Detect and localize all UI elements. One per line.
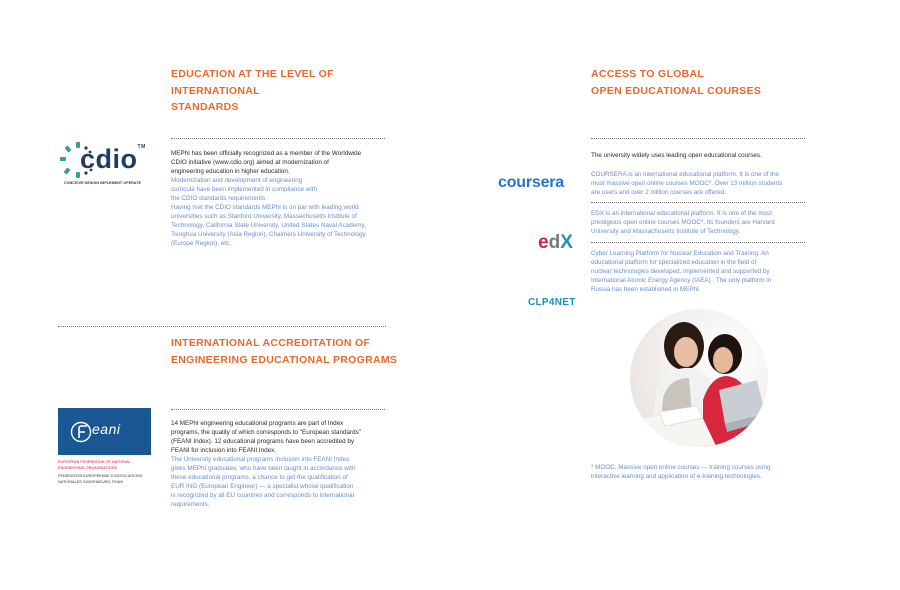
cdio-dark-text: MEPhI has been officially recognized as a member of the Worldwide CDIO initiative (www.cdio.org) aimed at modernization of engineering education in higher education. [171, 150, 362, 175]
feani-blue-text: The University educational programs inclusion into FEANI Index gives MEPhI graduates, who have been taught in accordance with these educational programs, a chance to get the qualification of EUR ING (European Engineer) — a specialist whose qualification is recognized by all EU countries and corresponds to international requirements. [171, 456, 356, 508]
feani-wordmark: eani [92, 421, 121, 437]
cdio-section-heading: EDUCATION AT THE LEVEL OF INTERNATIONAL STANDARDS [171, 68, 334, 113]
feani-section-heading: INTERNATIONAL ACCREDITATION OF ENGINEERING EDUCATIONAL PROGRAMS [171, 337, 398, 366]
cdio-tagline: CONCEIVE DESIGN IMPLEMENT OPERATE [64, 181, 142, 185]
edx-logo-e: e [538, 232, 549, 253]
mooc-section-heading: ACCESS TO GLOBAL OPEN EDUCATIONAL COURSES [591, 68, 762, 97]
edx-logo-x: X [560, 232, 573, 253]
mooc-footnote: * MOOC: Massive open online courses — training courses using interactive learning and application of e-training technologies. [591, 464, 771, 480]
divider [171, 138, 385, 139]
clp4net-logo: CLP4NET [528, 297, 576, 308]
edx-logo [538, 232, 573, 254]
cdio-logo [58, 138, 168, 190]
divider [591, 242, 805, 243]
feani-body [171, 419, 391, 509]
feani-caption [58, 459, 168, 485]
edx-text: EDX is an international educational platform. It is one of the most prestigious open online courses MOOC*. Its founders are Harvard University and Massachusetts Institute of Technology. [591, 210, 775, 235]
feani-dark-text: 14 MEPhI engineering educational programs are part of Index programs, the quality of which corresponds to "European standards" (FEANI Index). 12 educational programs have been accredited by FEANI for inclusion into FEANI Index. [171, 420, 361, 454]
cdio-body [171, 149, 391, 248]
feani-f-icon [70, 421, 94, 443]
coursera-logo: coursera [498, 174, 564, 191]
divider [171, 409, 385, 410]
feani-dark-caption: FEDERATION EUROPEENNE D'ASSOCIATIONS NATIONALES D'INGENIEURS, FEANI [58, 474, 143, 484]
feani-red-caption: EUROPEAN FEDERATION OF NATIONAL ENGINEERING ORGANISATIONS [58, 460, 131, 470]
cdio-tm: TM [137, 144, 146, 150]
divider [591, 138, 805, 139]
clp4net-text: Cyber Learning Platform for Nuclear Education and Training. An educational platform for specialized education in the field of nuclear technologies developed, implemented and supported by International Atomic Energy Agency (IAEA) . The only platform in Russia has been established in MEPhI. [591, 250, 772, 293]
divider [591, 202, 805, 203]
coursera-text: COURSERA is an international educational platform. It is one of the most massive open online courses MOOC*. Over 13 million students are users and over 2 million courses are offered. [591, 171, 783, 196]
cdio-wordmark: cdio [80, 144, 138, 174]
cdio-blue-text: Modernization and development of engineering curricula have been implemented in compliance with the CDIO standards requirements. Having met the CDIO standards MEPhI is on par with leading world universities such as Stanford University, Massachusetts Institute of Technology, California State University, United States Naval Academy, Tsinghua University (Asia Region), Chalmers University of Technology (Europe Region), etc. [171, 177, 366, 247]
divider [58, 326, 386, 327]
mooc-intro: The university widely uses leading open educational courses. [591, 152, 762, 159]
students-photo [629, 308, 769, 448]
edx-logo-d: d [548, 232, 561, 253]
feani-logo [58, 408, 151, 455]
